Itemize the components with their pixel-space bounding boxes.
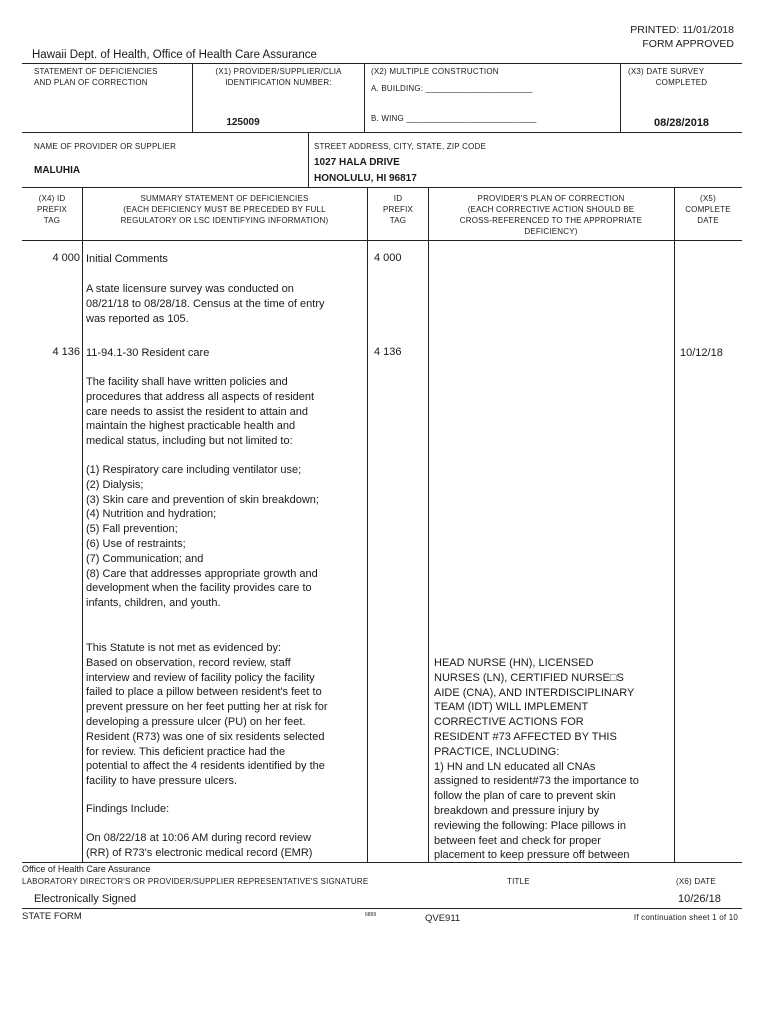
x4-header-1: (X4) ID <box>38 194 66 203</box>
form-code: 6899 <box>365 912 377 918</box>
building-field: A. BUILDING: _______________________ <box>371 84 533 93</box>
soc-label-2: AND PLAN OF CORRECTION <box>34 78 148 87</box>
continuation-sheet: If continuation sheet 1 of 10 <box>633 913 738 922</box>
x4-header-2: PREFIX <box>36 205 68 214</box>
x5-header-2: COMPLETE <box>685 205 731 214</box>
footer-divider <box>22 908 742 909</box>
id-header-1: ID <box>393 194 403 203</box>
plan-header-1: PROVIDER'S PLAN OF CORRECTION <box>477 194 625 203</box>
x5-header-1: (X5) <box>700 194 716 203</box>
title-label: TITLE <box>507 877 530 886</box>
form-approved: FORM APPROVED <box>642 38 734 50</box>
plan-header-2: (EACH CORRECTIVE ACTION SHOULD BE <box>467 205 635 214</box>
id-tag-4000: 4 000 <box>374 252 402 264</box>
event-id: QVE911 <box>425 913 461 924</box>
state-form-label: STATE FORM <box>22 911 82 922</box>
plan-of-correction-text: HEAD NURSE (HN), LICENSED NURSES (LN), CERTIFIED NURSE□S AIDE (CNA), AND INTERDISCIPLINARY TEAM (IDT) WILL IMPLEMENT CORRECTIVE ACTIONS FOR RESIDENT #73 AFFECTED BY THIS PRACTICE, INCLUDING: 1) HN and LN educated all CNAs assigned to resident#73 the importance to follow the plan of care to prevent skin breakdown and pressure injury by reviewing the following: Place pillows in between feet and check for proper placement to keep pressure off between <box>434 657 639 862</box>
survey-date-label-1: (X3) DATE SURVEY <box>628 67 705 76</box>
wing-field: B. WING ____________________________ <box>371 114 537 123</box>
col-divider-addr <box>308 132 309 187</box>
body-col-line-1 <box>82 187 83 862</box>
top-border <box>22 63 742 64</box>
finding-text: This Statute is not met as evidenced by: Based on observation, record review, staff interview and review of facility policy the facility failed to place a pillow between resident's feet to prevent pressure on her feet putting her at risk for developing a pressure ulcer (PU) on her feet. Resident (R73) was one of six residents selected for review. This deficient practice had the potential to affect the 4 residents identified by the facility to have pressure ulcers. <box>86 642 328 788</box>
x5-header-3: DATE <box>697 216 719 225</box>
x4-header-3: TAG <box>43 216 61 225</box>
body-col-line-3 <box>428 187 429 862</box>
tag-4000: 4 000 <box>52 252 80 264</box>
initial-comments-title: Initial Comments <box>86 253 168 265</box>
summary-header-3: REGULATORY OR LSC IDENTIFYING INFORMATION) <box>120 216 329 225</box>
provider-name-label: NAME OF PROVIDER OR SUPPLIER <box>34 142 177 151</box>
address-line-2: HONOLULU, HI 96817 <box>314 173 417 184</box>
row-divider-1 <box>22 132 742 133</box>
complete-date: 10/12/18 <box>680 347 723 359</box>
signed-date: 10/26/18 <box>678 893 721 905</box>
care-list: (1) Respiratory care including ventilator use; (2) Dialysis; (3) Skin care and prevention of skin breakdown; (4) Nutrition and hydration; (5) Fall prevention; (6) Use of restraints; (7) Communication; and (8) Care that addresses appropriate growth and development when the facility provides care to infants, children, and youth. <box>86 464 319 610</box>
provider-name: MALUHIA <box>34 165 81 176</box>
survey-date-label-2: COMPLETED <box>655 78 708 87</box>
record-review-text: On 08/22/18 at 10:06 AM during record review (RR) of R73's electronic medical record (EMR) <box>86 832 313 859</box>
signature-label: LABORATORY DIRECTOR'S OR PROVIDER/SUPPLIER REPRESENTATIVE'S SIGNATURE <box>22 877 369 886</box>
policy-text: The facility shall have written policies and procedures that address all aspects of resident care needs to assist the resident to attain and maintain the highest practicable health and medical status, including but not limited to: <box>86 376 315 448</box>
x6-date-label: (X6) DATE <box>676 877 716 886</box>
bottom-border <box>22 862 742 863</box>
body-col-line-4 <box>674 187 675 862</box>
provider-id-label-1: (X1) PROVIDER/SUPPLIER/CLIA <box>215 67 342 76</box>
tag-4136: 4 136 <box>52 346 80 358</box>
id-tag-4136: 4 136 <box>374 346 402 358</box>
office-label: Office of Health Care Assurance <box>22 864 151 874</box>
soc-label-1: STATEMENT OF DEFICIENCIES <box>34 67 158 76</box>
row-divider-3 <box>22 240 742 241</box>
body-col-line-2 <box>367 187 368 862</box>
address-label: STREET ADDRESS, CITY, STATE, ZIP CODE <box>314 142 487 151</box>
survey-text: A state licensure survey was conducted on 08/21/18 to 08/28/18. Census at the time of entry was reported as 105. <box>86 283 325 325</box>
survey-date: 08/28/2018 <box>654 117 710 129</box>
id-header-2: PREFIX <box>382 205 414 214</box>
col-divider-b <box>364 63 365 132</box>
id-header-3: TAG <box>389 216 407 225</box>
address-line-1: 1027 HALA DRIVE <box>314 157 400 168</box>
plan-header-4: DEFICIENCY) <box>524 227 578 236</box>
resident-care-title: 11-94.1-30 Resident care <box>86 347 210 359</box>
agency-name: Hawaii Dept. of Health, Office of Health Care Assurance <box>32 49 317 61</box>
summary-header-1: SUMMARY STATEMENT OF DEFICIENCIES <box>140 194 309 203</box>
summary-header-2: (EACH DEFICIENCY MUST BE PRECEDED BY FULL <box>123 205 326 214</box>
printed-date: PRINTED: 11/01/2018 <box>630 24 734 36</box>
col-divider-c <box>620 63 621 132</box>
row-divider-2 <box>22 187 742 188</box>
multiple-construction-label: (X2) MULTIPLE CONSTRUCTION <box>371 67 499 76</box>
provider-id: 125009 <box>226 117 260 128</box>
plan-header-3: CROSS-REFERENCED TO THE APPROPRIATE <box>459 216 643 225</box>
findings-include: Findings Include: <box>86 803 170 815</box>
provider-id-label-2: IDENTIFICATION NUMBER: <box>225 78 332 87</box>
electronic-signature: Electronically Signed <box>34 893 137 905</box>
